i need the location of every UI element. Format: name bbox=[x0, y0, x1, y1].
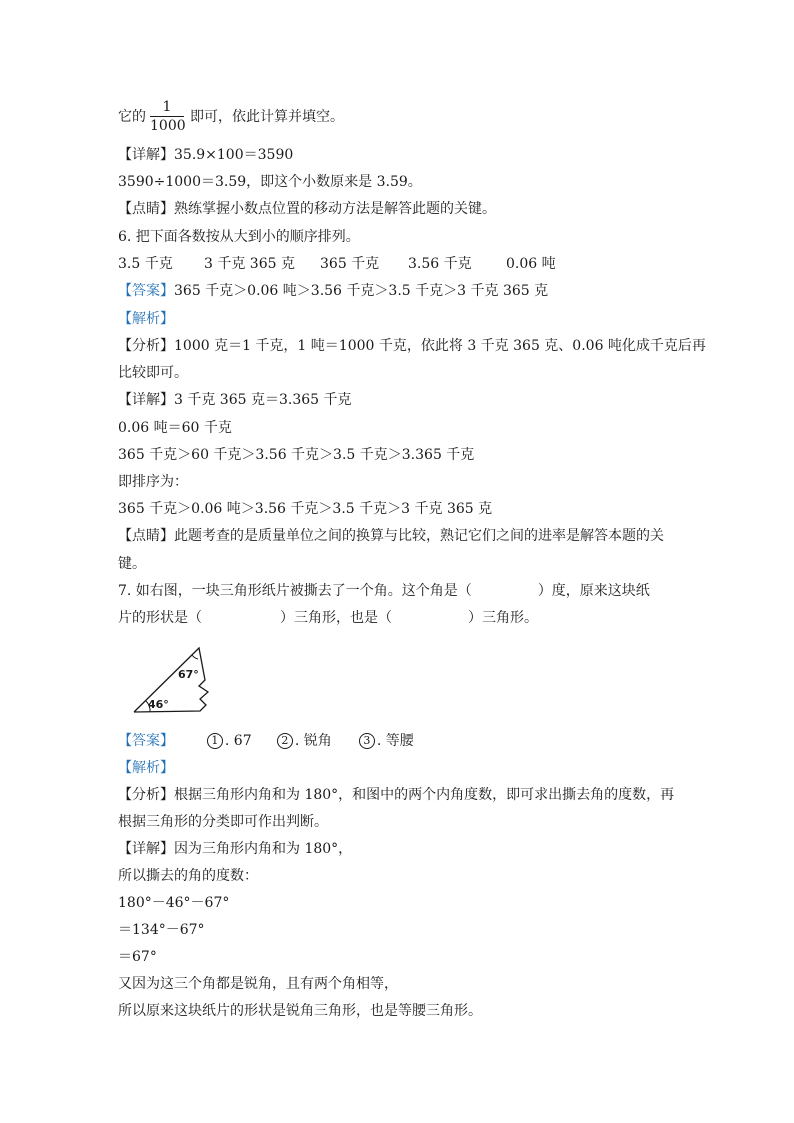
intro-suffix: 即可，依此计算并填空。 bbox=[190, 109, 344, 125]
q7-line-1 bbox=[118, 582, 650, 600]
q7-text-a: 7. 如右图，一块三角形纸片被撕去了一个角。这个角是（ bbox=[118, 583, 472, 599]
q6-detail-3: 365 千克＞60 千克＞3.56 千克＞3.5 千克＞3.365 千克 bbox=[118, 447, 475, 463]
fraction-denominator: 1000 bbox=[150, 118, 186, 134]
intro-line bbox=[118, 108, 146, 126]
q6-answer-line bbox=[118, 282, 548, 300]
q6-analysis-2: 比较即可。 bbox=[118, 365, 188, 381]
q6-items bbox=[118, 255, 556, 273]
q7-detail-5: ＝67° bbox=[118, 949, 157, 965]
q6-item: 365 千克 bbox=[320, 256, 380, 272]
angle-label-left: 46° bbox=[148, 698, 169, 711]
q7-answer-3: . 等腰 bbox=[376, 733, 414, 749]
q6-detail-1: 【详解】3 千克 365 克＝3.365 千克 bbox=[118, 392, 352, 408]
q7-detail-6: 又因为这三个角都是锐角，且有两个角相等， bbox=[118, 976, 398, 992]
q7-detail-7: 所以原来这块纸片的形状是锐角三角形，也是等腰三角形。 bbox=[118, 1003, 482, 1019]
q7-text-d: ）三角形，也是（ bbox=[280, 610, 392, 626]
q7-text-b: ）度，原来这块纸 bbox=[537, 583, 650, 599]
fraction-1-1000 bbox=[150, 99, 184, 134]
q7-answer-1: . 67 bbox=[224, 733, 252, 749]
circled-number: 2 bbox=[277, 733, 293, 749]
q6-note-1: 【点睛】此题考查的是质量单位之间的换算与比较，熟记它们之间的进率是解答本题的关 bbox=[118, 528, 664, 544]
q6-item: 3 千克 365 克 bbox=[204, 256, 295, 272]
q6-detail-5: 365 千克＞0.06 吨＞3.56 千克＞3.5 千克＞3 千克 365 克 bbox=[118, 501, 493, 517]
q7-text-e: ）三角形。 bbox=[468, 610, 538, 626]
q7-detail-1: 【详解】因为三角形内角和为 180°， bbox=[118, 841, 353, 857]
q7-line-2 bbox=[118, 609, 538, 627]
q6-answer-tag: 【答案】 bbox=[118, 283, 174, 299]
q6-answer: 365 千克＞0.06 吨＞3.56 千克＞3.5 千克＞3 千克 365 克 bbox=[174, 283, 549, 299]
q7-answer-tag: 【答案】 bbox=[118, 733, 174, 749]
q6-item: 0.06 吨 bbox=[506, 256, 556, 272]
detail-line-2: 3590÷1000＝3.59，即这个小数原来是 3.59。 bbox=[118, 174, 422, 190]
q6-title: 6. 把下面各数按从大到小的顺序排列。 bbox=[118, 229, 360, 245]
q6-jiexi-tag: 【解析】 bbox=[118, 311, 174, 327]
q7-detail-3: 180°－46°－67° bbox=[118, 895, 230, 911]
fraction-bar bbox=[150, 116, 184, 117]
fraction-numerator: 1 bbox=[162, 99, 172, 115]
q6-note-2: 键。 bbox=[118, 556, 146, 572]
q6-item: 3.5 千克 bbox=[118, 256, 173, 272]
note-line: 【点睛】熟练掌握小数点位置的移动方法是解答此题的关键。 bbox=[118, 201, 496, 217]
q7-answer-2: . 锐角 bbox=[294, 733, 332, 749]
angle-arc-top bbox=[192, 655, 198, 659]
circled-number: 3 bbox=[359, 733, 375, 749]
q7-jiexi-tag: 【解析】 bbox=[118, 760, 174, 776]
q7-answer-line bbox=[118, 732, 414, 750]
angle-label-top: 67° bbox=[178, 668, 199, 681]
intro-prefix: 它的 bbox=[118, 109, 146, 125]
q7-detail-4: ＝134°－67° bbox=[118, 922, 205, 938]
q7-analysis-1: 【分析】根据三角形内角和为 180°，和图中的两个内角度数，即可求出撕去角的度数，再 bbox=[118, 787, 675, 803]
q6-analysis-1: 【分析】1000 克＝1 千克，1 吨＝1000 千克，依此将 3 千克 365 克、0.06 吨化成千克后再 bbox=[118, 338, 706, 354]
q6-detail-2: 0.06 吨＝60 千克 bbox=[118, 420, 232, 436]
q7-text-c: 片的形状是（ bbox=[118, 610, 202, 626]
q7-detail-2: 所以撕去的角的度数： bbox=[118, 868, 258, 884]
circled-number: 1 bbox=[207, 733, 223, 749]
torn-triangle-figure bbox=[128, 642, 218, 716]
q6-detail-4: 即排序为： bbox=[118, 474, 188, 490]
q7-analysis-2: 根据三角形的分类即可作出判断。 bbox=[118, 814, 328, 830]
q6-item: 3.56 千克 bbox=[408, 256, 472, 272]
detail-line-1: 【详解】35.9×100＝3590 bbox=[118, 147, 294, 163]
